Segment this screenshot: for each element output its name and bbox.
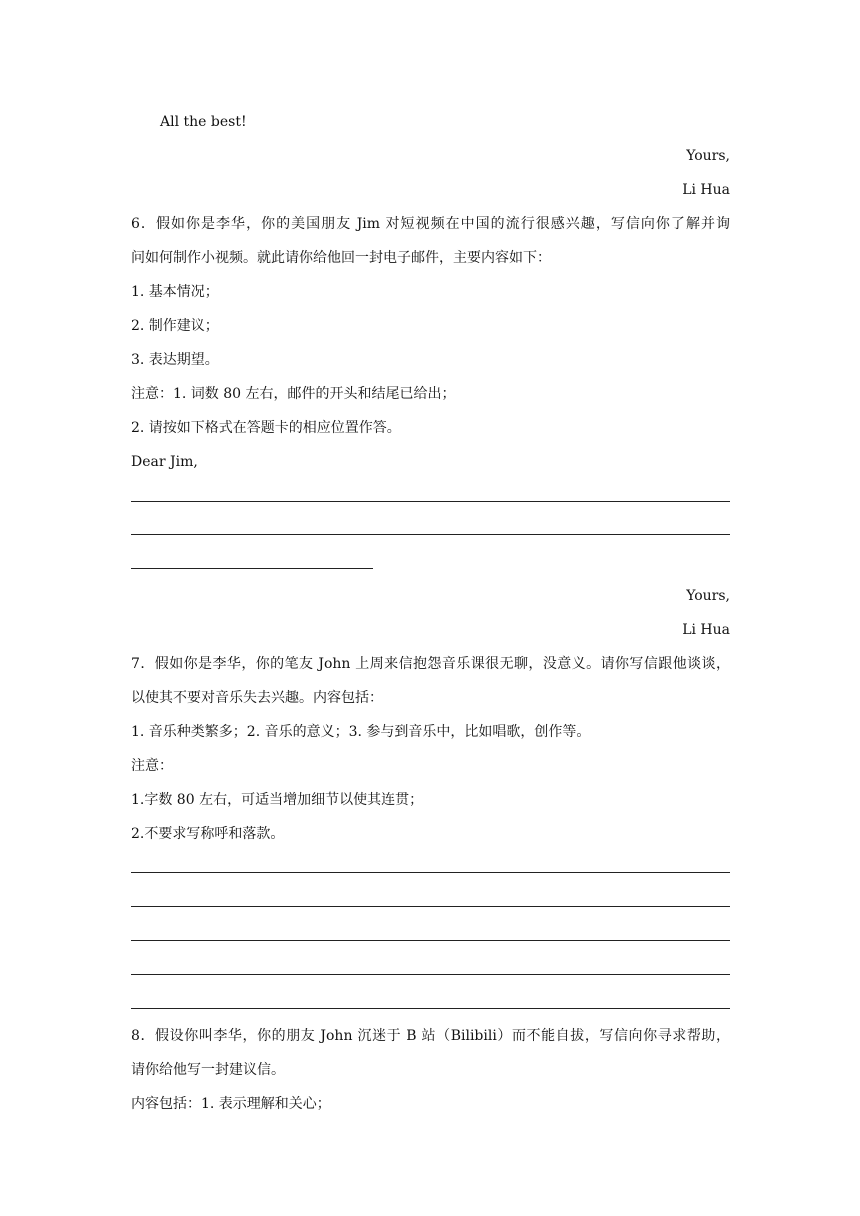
closing-line: All the best! — [160, 114, 247, 130]
q6-salutation: Dear Jim, — [131, 454, 198, 470]
q8-content-1: 内容包括：1. 表示理解和关心； — [131, 1096, 331, 1112]
q7-prompt-line-2: 以使其不要对音乐失去兴趣。内容包括： — [131, 690, 383, 706]
q6-point-3: 3. 表达期望。 — [131, 352, 219, 368]
answer-line[interactable] — [131, 1008, 730, 1009]
q7-prompt-line-1: 7．假如你是李华，你的笔友 John 上周来信抱怨音乐课很无聊，没意义。请你写信跟他谈谈， — [131, 656, 730, 672]
answer-line[interactable] — [131, 568, 373, 569]
signature-name: Li Hua — [682, 182, 730, 198]
q8-prompt-line-2: 请你给他写一封建议信。 — [131, 1062, 285, 1078]
q8-prompt-line-1: 8．假设你叫李华，你的朋友 John 沉迷于 B 站（Bilibili）而不能自拔，写信向你寻求帮助， — [131, 1028, 730, 1044]
answer-line[interactable] — [131, 872, 730, 873]
q7-points: 1. 音乐种类繁多；2. 音乐的意义；3. 参与到音乐中，比如唱歌，创作等。 — [131, 724, 591, 740]
q6-prompt-line-2: 问如何制作小视频。就此请你给他回一封电子邮件，主要内容如下： — [131, 250, 551, 266]
q6-signature-name: Li Hua — [682, 622, 730, 638]
answer-line[interactable] — [131, 501, 730, 502]
answer-line[interactable] — [131, 534, 730, 535]
q6-note-1: 注意：1. 词数 80 左右，邮件的开头和结尾已给出； — [131, 386, 456, 402]
q6-signature-yours: Yours, — [686, 588, 730, 604]
answer-line[interactable] — [131, 974, 730, 975]
q7-note-title: 注意： — [131, 758, 173, 774]
q6-prompt-line-1: 6．假如你是李华，你的美国朋友 Jim 对短视频在中国的流行很感兴趣，写信向你了解并询 — [131, 216, 730, 232]
signature-yours: Yours, — [686, 148, 730, 164]
q6-point-1: 1. 基本情况； — [131, 284, 219, 300]
q7-note-2: 2.不要求写称呼和落款。 — [131, 826, 285, 842]
answer-line[interactable] — [131, 906, 730, 907]
q6-point-2: 2. 制作建议； — [131, 318, 219, 334]
q6-note-2: 2. 请按如下格式在答题卡的相应位置作答。 — [131, 420, 401, 436]
q7-note-1: 1.字数 80 左右，可适当增加细节以使其连贯； — [131, 792, 424, 808]
answer-line[interactable] — [131, 940, 730, 941]
